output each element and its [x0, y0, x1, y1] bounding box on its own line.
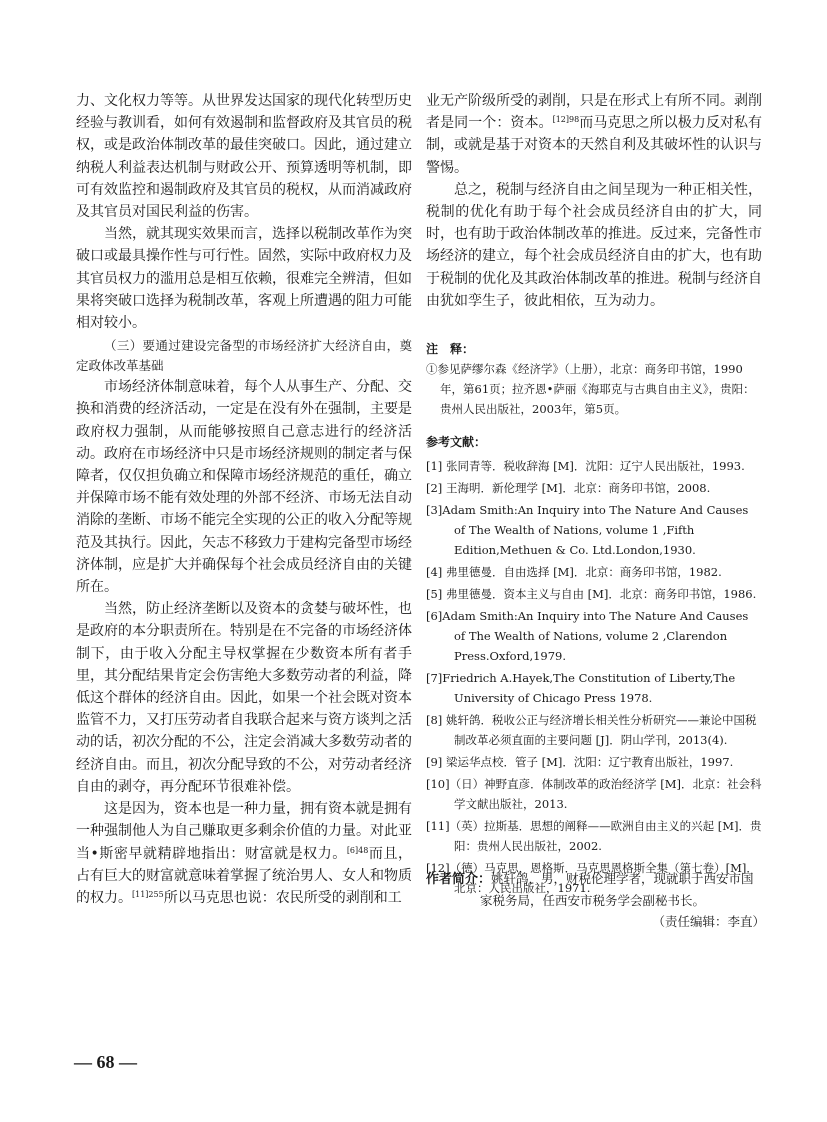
section-subheading: （三）要通过建设完备型的市场经济扩大经济自由，奠定政体改革基础: [76, 338, 412, 374]
author-bio-text: 家税务局，任西安市税务学会副秘书长。: [480, 893, 706, 908]
body-paragraph: 当然，就其现实效果而言，选择以税制改革作为突破口或最具操作性与可行性。固然，实际中政府权力及其官员权力的滥用总是相互依赖，很难完全辨清，但如果将突破口选择为税制改革，客观上所遭遇的阻力可能相对较小。: [76, 226, 412, 332]
text-segment: 而马克思之所以极力反对私有制，或就是基于对资本的天然自利及其破坏性的认识与警惕。: [426, 115, 763, 176]
reference-item: [10]（日）神野直彦．体制改革的政治经济学 [M]．北京：社会科学文献出版社，2013.: [426, 777, 762, 812]
responsible-editor: （责任编辑：李直）: [652, 914, 765, 929]
text-segment: 这是因为，资本也是一种力量，拥有资本就是拥有一种强制他人为自己赚取更多剩余价值的力量。对此亚当•斯密早就精辟地指出：财富就是权力。: [76, 801, 412, 862]
author-bio: [426, 868, 766, 911]
text-segment: 业无产阶级所受的剥削，只是在形式上有所不同。剥削者是同一个：资本。: [426, 93, 762, 132]
reference-item: [4] 弗里德曼．自由选择 [M]．北京：商务印书馆，1982.: [426, 565, 722, 580]
right-column: [426, 90, 762, 900]
body-paragraph: [76, 798, 412, 909]
left-column: [76, 90, 412, 909]
reference-item: [6]Adam Smith:An Inquiry into The Nature And Causes of The Wealth of Nations, volume 2 ,Clarendon Press.Oxford,1979.: [426, 609, 749, 664]
body-paragraph: 总之，税制与经济自由之间呈现为一种正相关性，税制的优化有助于每个社会成员经济自由的扩大，同时，也有助于政治体制改革的推进。反过来，完备性市场经济的建立，每个社会成员经济自由的扩大，也有助于税制的优化及其政治体制改革的推进。税制与经济自由犹如孪生子，彼此相依，互为动力。: [426, 181, 762, 309]
body-paragraph: 当然，防止经济垄断以及资本的贪婪与破坏性，也是政府的本分职责所在。特别是在不完备的市场经济体制下，由于收入分配主导权掌握在少数资本所有者手里，其分配结果肯定会伤害绝大多数劳动者的利益，降低这个群体的经济自由。因此，如果一个社会既对资本监管不力，又打压劳动者自我联合起来与资方谈判之活动的话，初次分配的不公，注定会消减大多数劳动者的经济自由。而且，初次分配导致的不公，对劳动者经济自由的剥夺，再分配环节很难补偿。: [76, 601, 412, 795]
author-bio-text: 姚轩鸽，男，财税伦理学者，现就职于西安市国: [491, 871, 754, 886]
body-paragraph: 市场经济体制意味着，每个人从事生产、分配、交换和消费的经济活动，一定是在没有外在强制，主要是政府权力强制，从而能够按照自己意志进行的经济活动。政府在市场经济中只是市场经济规则的制定者与保障者，仅仅担负确立和保障市场经济规范的重任，确立并保障市场不能有效处理的外部不经济、市场无法自动消除的垄断、市场不能完全实现的公正的收入分配等规范及其执行。因此，矢志不移致力于建构完备型市场经济体制，应是扩大并确保每个社会成员经济自由的关键所在。: [76, 379, 412, 596]
reference-list: [426, 456, 762, 898]
notes-heading: 注 释：: [426, 342, 475, 357]
reference-item: [1] 张同青等．税收辞海 [M]．沈阳：辽宁人民出版社，1993.: [426, 459, 745, 474]
reference-item: [12]（德）马克思，恩格斯．马克思恩格斯全集（第七卷）[M]．北京：人民出版社，1971.: [426, 861, 758, 896]
citation-marker: [11]255: [132, 889, 164, 899]
body-paragraph: 力、文化权力等等。从世界发达国家的现代化转型历史经验与教训看，如何有效遏制和监督政府及其官员的税权，或是政治体制改革的最佳突破口。因此，通过建立纳税人利益表达机制与财政公开、预算透明等机制，即可有效监控和遏制政府及其官员的税权，从而消减政府及其官员对国民利益的伤害。: [76, 93, 412, 221]
author-bio-label: 作者简介：: [426, 872, 492, 887]
reference-item: [7]Friedrich A.Hayek,The Constitution of Liberty,The University of Chicago Press 1978.: [426, 671, 736, 706]
citation-marker: [6]48: [346, 845, 369, 855]
text-segment: 所以马克思也说：农民所受的剥削和工: [163, 889, 402, 906]
reference-item: [5] 弗里德曼．资本主义与自由 [M]．北京：商务印书馆，1986.: [426, 587, 757, 602]
body-paragraph: [426, 90, 762, 179]
reference-item: [9] 梁运华点校．管子 [M]．沈阳：辽宁教育出版社，1997.: [426, 755, 734, 770]
reference-item: [8] 姚轩鸽．税收公正与经济增长相关性分析研究——兼论中国税制改革必须直面的主要问题 [J]．阴山学刊，2013(4).: [426, 713, 757, 748]
reference-item: [3]Adam Smith:An Inquiry into The Nature And Causes of The Wealth of Nations, volume 1 ,Fifth Edition,Methuen & Co. Ltd.London,1930.: [426, 503, 749, 558]
reference-item: [11]（英）拉斯基．思想的阐释——欧洲自由主义的兴起 [M]．贵阳：贵州人民出版社，2002.: [426, 819, 762, 854]
page-number: — 68 —: [74, 1052, 137, 1072]
footnote: ①参见萨缪尔森《经济学》（上册），北京：商务印书馆，1990年，第61页；拉齐恩•萨丽《海耶克与古典自由主义》，贵阳：贵州人民出版社，2003年，第5页。: [426, 362, 755, 417]
references-heading: 参考文献：: [426, 435, 487, 450]
citation-marker: [12]98: [552, 115, 580, 125]
text-segment: 而且，占有巨大的财富就意味着掌握了统治男人、女人和物质的权力。: [76, 845, 412, 906]
reference-item: [2] 王海明．新伦理学 [M]．北京：商务印书馆，2008.: [426, 481, 711, 496]
